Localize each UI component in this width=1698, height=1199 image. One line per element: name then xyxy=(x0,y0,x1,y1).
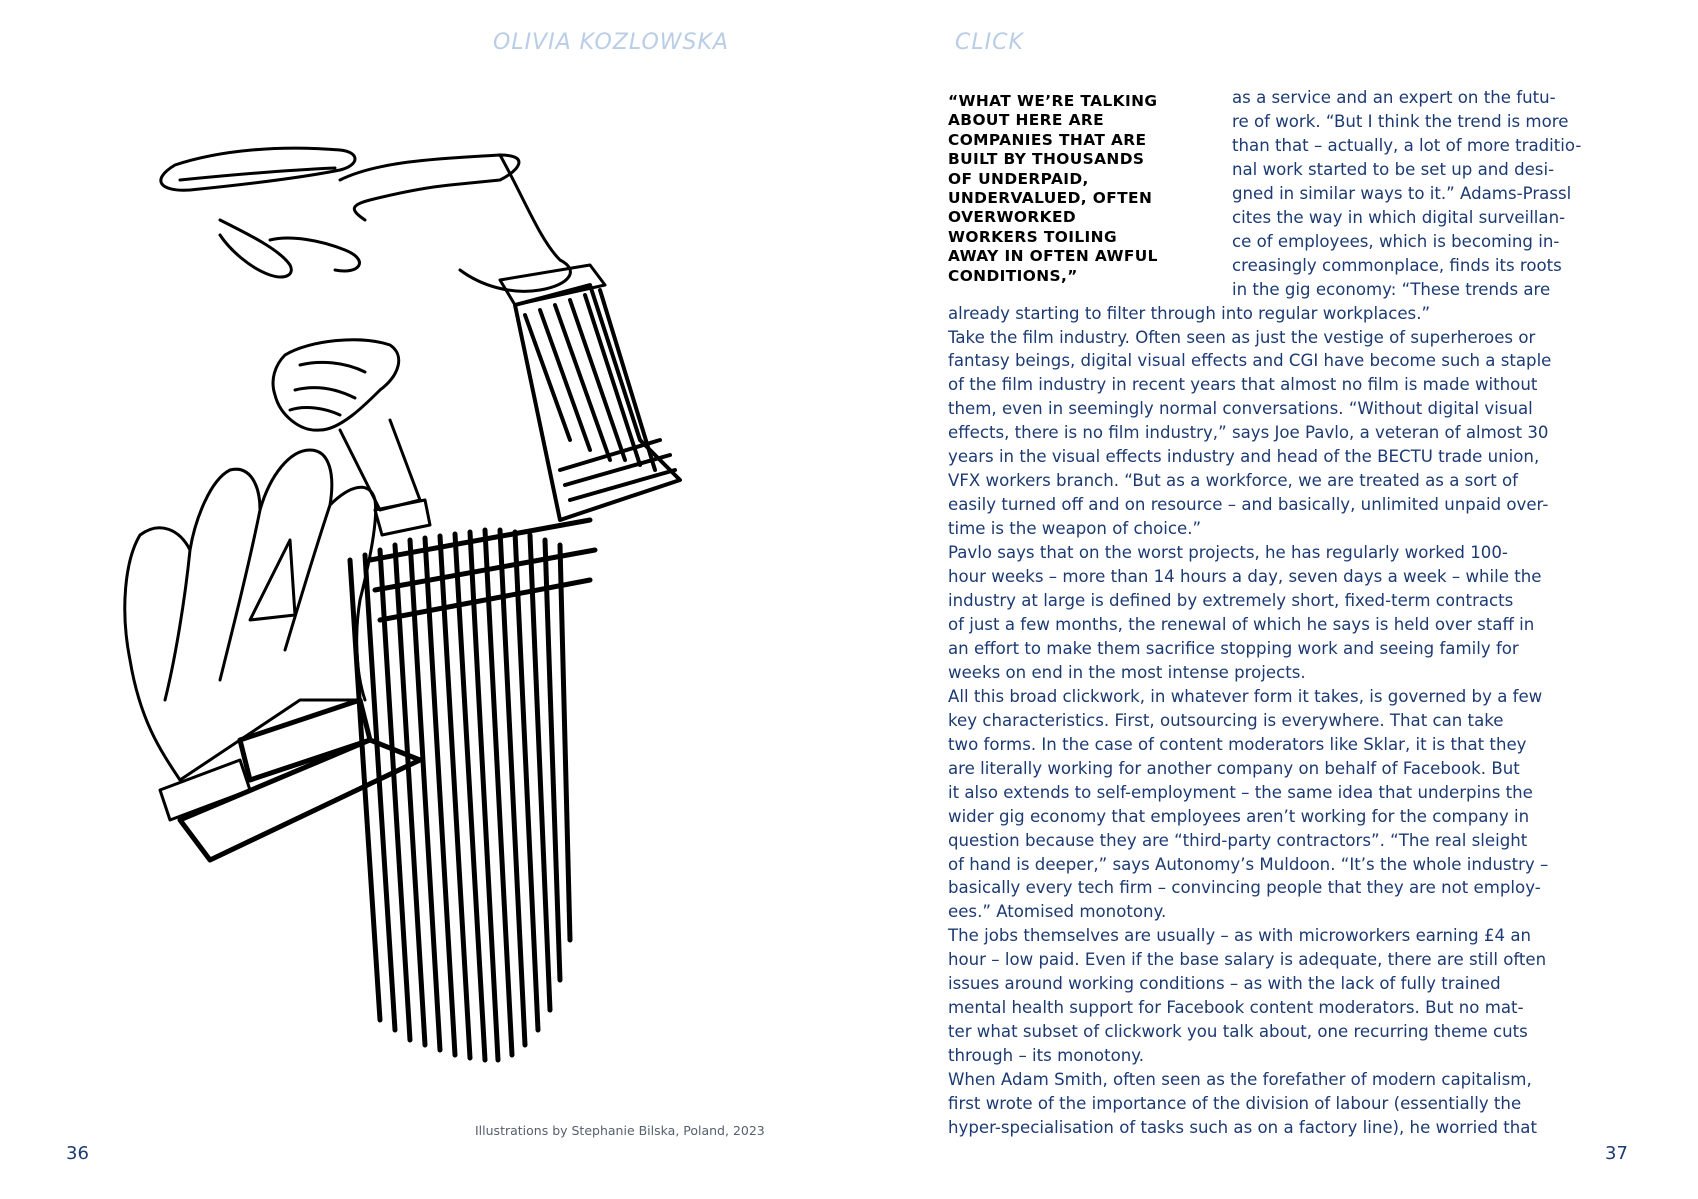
pull-quote-line: COMPANIES THAT ARE xyxy=(948,130,1147,149)
article-line: All this broad clickwork, in whatever form it takes, is governed by a few xyxy=(948,686,1543,706)
article-intro-line: than that – actually, a lot of more traditio- xyxy=(1232,135,1582,155)
article-intro-line: in the gig economy: “These trends are xyxy=(1232,279,1551,299)
pull-quote-line: OVERWORKED xyxy=(948,208,1077,227)
hands-illustration xyxy=(120,140,760,1070)
article-line: already starting to filter through into regular workplaces.” xyxy=(948,303,1431,323)
running-head-title: CLICK xyxy=(955,30,1024,55)
page-number-left: 36 xyxy=(66,1143,89,1164)
article-line: VFX workers branch. “But as a workforce, we are treated as a sort of xyxy=(948,471,1519,491)
pull-quote-line: AWAY IN OFTEN AWFUL xyxy=(948,247,1158,266)
running-head-author: OLIVIA KOZLOWSKA xyxy=(493,30,729,55)
article-line: two forms. In the case of content moderators like Sklar, it is that they xyxy=(948,734,1527,754)
pull-quote-line: BUILT BY THOUSANDS xyxy=(948,150,1145,169)
article-line: hour weeks – more than 14 hours a day, seven days a week – while the xyxy=(948,567,1542,587)
lower-sleeve-hatching xyxy=(180,520,595,1060)
pull-quote-line: OF UNDERPAID, xyxy=(948,169,1089,188)
article-line: of just a few months, the renewal of which he says is held over staff in xyxy=(948,614,1535,634)
article-line: effects, there is no film industry,” says Joe Pavlo, a veteran of almost 30 xyxy=(948,423,1549,443)
article-intro-line: as a service and an expert on the futu- xyxy=(1232,88,1556,107)
lower-hand-finger-lines xyxy=(165,505,330,700)
article-line: ees.” Atomised monotony. xyxy=(948,902,1167,922)
article-line: fantasy beings, digital visual effects and CGI have become such a staple xyxy=(948,351,1552,371)
illustration-caption: Illustrations by Stephanie Bilska, Poland, 2023 xyxy=(475,1123,765,1138)
pull-quote-line: ABOUT HERE ARE xyxy=(948,111,1105,130)
pull-quote-line: UNDERVALUED, OFTEN xyxy=(948,189,1153,208)
article-body xyxy=(948,86,1613,1140)
article-line: wider gig economy that employees aren’t working for the company in xyxy=(948,806,1530,826)
article-line: issues around working conditions – as with the lack of fully trained xyxy=(948,974,1501,994)
article-line: of the film industry in recent years that almost no film is made without xyxy=(948,375,1538,395)
article-line: ter what subset of clickwork you talk about, one recurring theme cuts xyxy=(948,1022,1528,1042)
pull-quote-line: “WHAT WE’RE TALKING xyxy=(948,92,1158,110)
article-line: question because they are “third-party contractors”. “The real sleight xyxy=(948,830,1528,850)
article-line: When Adam Smith, often seen as the forefather of modern capitalism, xyxy=(948,1070,1532,1090)
article-line: first wrote of the importance of the division of labour (essentially the xyxy=(948,1094,1522,1114)
article-line: key characteristics. First, outsourcing is everywhere. That can take xyxy=(948,710,1504,730)
article-line: weeks on end in the most intense projects. xyxy=(948,662,1306,682)
upper-hand-thumb xyxy=(270,238,359,271)
article-line: of hand is deeper,” says Autonomy’s Muldoon. “It’s the whole industry – xyxy=(948,854,1549,874)
article-line: Pavlo says that on the worst projects, he has regularly worked 100- xyxy=(948,543,1508,563)
lower-hand-triangle xyxy=(250,540,295,620)
article-line: industry at large is defined by extremely short, fixed-term contracts xyxy=(948,591,1514,611)
article-line: easily turned off and on resource – and basically, unlimited unpaid over- xyxy=(948,495,1549,515)
upper-sleeve-hatching xyxy=(515,285,680,520)
article-line: through – its monotony. xyxy=(948,1046,1144,1066)
upper-hand-outline xyxy=(340,155,519,220)
article-intro-line: gned in similar ways to it.” Adams-Prassl xyxy=(1232,183,1572,203)
article-line: it also extends to self-employment – the same idea that underpins the xyxy=(948,782,1533,802)
article-intro-line: ce of employees, which is becoming in- xyxy=(1232,231,1560,251)
pull-quote-line: WORKERS TOILING xyxy=(948,227,1117,246)
article-line: mental health support for Facebook content moderators. But no mat- xyxy=(948,998,1524,1018)
article-line: Take the film industry. Often seen as just the vestige of superheroes or xyxy=(948,327,1536,347)
article-line: an effort to make them sacrifice stopping work and seeing family for xyxy=(948,638,1519,658)
article-line: years in the visual effects industry and head of the BECTU trade union, xyxy=(948,447,1540,467)
article-line: are literally working for another company on behalf of Facebook. But xyxy=(948,758,1520,778)
lower-hand-outline xyxy=(125,450,376,700)
article-intro-line: nal work started to be set up and desi- xyxy=(1232,159,1555,179)
article-intro-line: cites the way in which digital surveillan- xyxy=(1232,207,1566,227)
article-line: The jobs themselves are usually – as with microworkers earning £4 an xyxy=(948,926,1532,946)
article-line: time is the weapon of choice.” xyxy=(948,519,1202,539)
small-cuff xyxy=(375,500,430,535)
small-fist-detail xyxy=(290,362,365,415)
article-line: basically every tech firm – convincing people that they are not employ- xyxy=(948,878,1541,898)
pull-quote-line: CONDITIONS,” xyxy=(948,266,1078,285)
article-line: hour – low paid. Even if the base salary is adequate, there are still often xyxy=(948,950,1547,970)
small-fist xyxy=(273,340,399,430)
upper-hand-knuckles xyxy=(220,220,291,277)
page-number-right: 37 xyxy=(1605,1143,1628,1164)
article-line: hyper-specialisation of tasks such as on a factory line), he worried that xyxy=(948,1117,1537,1137)
article-line: them, even in seemingly normal conversations. “Without digital visual xyxy=(948,399,1533,419)
small-arm xyxy=(340,420,420,510)
article-intro-line: re of work. “But I think the trend is more xyxy=(1232,111,1569,131)
article-intro-line: creasingly commonplace, finds its roots xyxy=(1232,255,1562,275)
